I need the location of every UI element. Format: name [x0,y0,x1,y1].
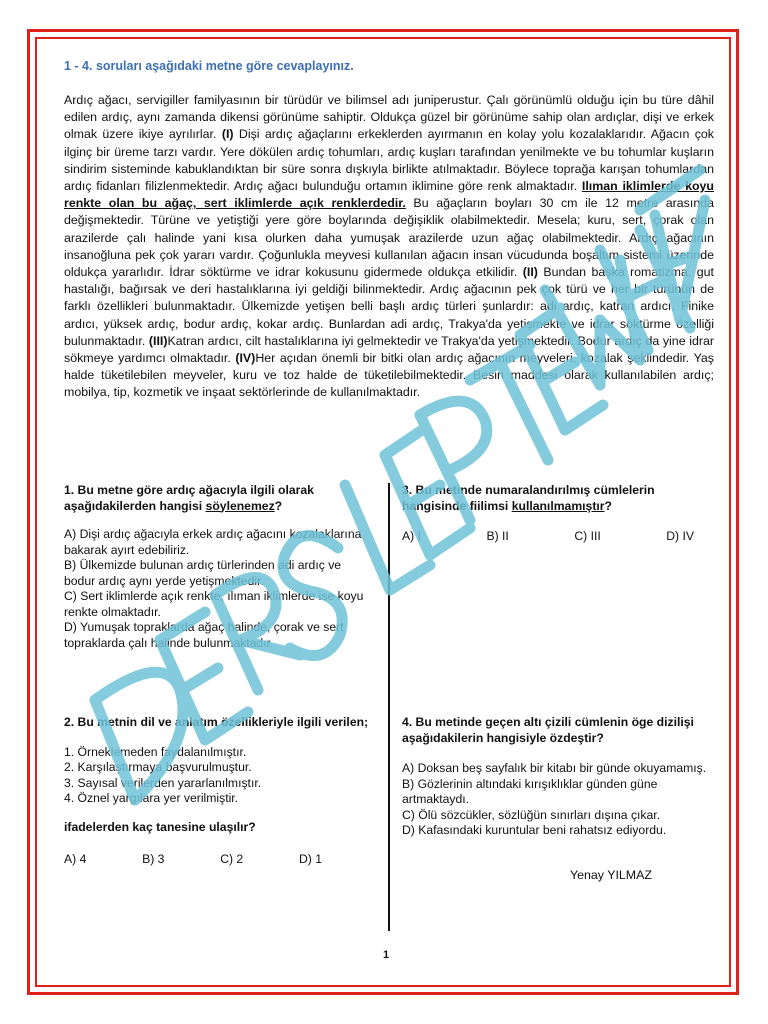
underlined-sentence: Ilıman iklimlerde koyu renkte olan bu ağaç, sert iklimlerde açık renklerdedir. [64,179,714,211]
sentence-marker-4: (IV) [235,351,256,366]
option-a[interactable]: A) Doksan beş sayfalık bir kitabı bir günde okuyamamış. [402,761,707,775]
option-c[interactable]: C) 2 [220,852,244,866]
sentence-marker-3: (III) [148,333,168,348]
sentence-marker-1: (I) [221,127,234,142]
question-3-mark: ? [604,498,612,513]
question-1-stem: 1. Bu metne göre ardıç ağacıyla ilgili olarak aşağıdakilerden hangisi [64,483,314,513]
passage-text: Katran ardıcı, cilt hastalıklarına iyi gelmektedir ve Trakya'da yetişmektedir. Bodur ardıç da yine idrar sökmeye yardımcı olmaktadır. [64,333,714,366]
option-d[interactable]: D) Kafasındaki kuruntular beni rahatsız ediyordu. [402,823,667,837]
question-3 [402,483,717,545]
question-4-title: 4. Bu metinde geçen altı çizili cümlenin öge dizilişi aşağıdakilerin hangisiyle özdeştir? [402,715,694,745]
sentence-marker-2: (II) [517,265,538,280]
option-a[interactable]: A) I [402,529,421,543]
question-2-prompt: ifadelerden kaç tanesine ulaşılır? [64,819,256,834]
option-d[interactable]: D) IV [666,529,694,543]
statement-item: 3. Sayısal verilerden yararlanılmıştır. [64,775,262,790]
question-1-title [64,483,369,514]
option-c[interactable]: C) III [574,529,601,543]
question-3-stem: 3. Bu metinde numaralandırılmış cümlelerin hangisinde fiilimsi [402,483,655,513]
question-2-options [64,852,322,868]
page-number: 1 [383,949,390,961]
option-b[interactable]: B) Gözlerinin altındaki kırışıklıklar günden güne artmaktaydı. [402,776,658,806]
passage-text: Dişi ardıç ağaçlarını erkeklerden ayırmanın en kolay yolu kozalaklarıdır. Ağacın çok ilginç bir üreme tarzı vardır. Yere dökülen ardıç tohumları, ardıç kuşları tarafından yenilmekte ve bu tohumlar kuşların sindirim sisteminde kabuklandıktan bir süre sonra dışkıyla birlikte atılmaktadır. Böylece toprağa karışan tohumlardan ardıç fidanları filizlenmektedir. Ardıç ağacı bulunduğu ortamın iklimine göre renk almaktadır. [64,127,714,194]
option-b[interactable]: B) 3 [142,852,165,866]
question-1-mark: ? [274,498,283,513]
option-b[interactable]: B) II [486,529,509,543]
passage-text: Bu ağaçların boyları 30 cm ile 12 metre arasında değişmektedir. Türüne ve yetiştiği yere göre boylarında değişiklik olabilmektedir. Mesela; kuru, sert, çorak olan arazilerde çalı halinde yani kısa olurken daha yumuşak arazilerde uzun ağaç olabilmektedir. Ardıç ağacının insanoğluna pek çok yararı vardır. Çoğunlukla meyvesi kullanılan ağacın insan vücudunda boşaltım sistemi üzerinde oldukça yararlıdır. İdrar söktürme ve idrar kokusunu gidermede oldukça etkilidir. [64,196,714,280]
author-name: Yenay YILMAZ [570,868,652,882]
question-4 [402,715,717,839]
instruction-header: 1 - 4. soruları aşağıdaki metne göre cevaplayınız. [64,59,354,73]
option-d[interactable]: D) 1 [298,852,322,866]
statement-item: 1. Örneklemeden faydalanılmıştır. [64,744,247,759]
question-1 [64,483,369,651]
passage-text: Ardıç ağacı, servigiller familyasının bir türüdür ve bilimsel adı juniperustur. Çalı görünümlü olduğu için bu türe dâhil edilen ardıç, aynı zamanda dikensi görünüme sahiptir. Oldukça güzel bir görünüme sahip olan ardıçlar, dişi ve erkek olmak üzere ikiye ayrılırlar. [64,93,714,142]
question-1-emphasis: söylenemez [205,498,275,513]
option-c[interactable]: C) Sert iklimlerde açık renkte, ılıman iklimlerde ise koyu renkte olmaktadır. [64,589,364,619]
statement-item: 2. Karşılaştırmaya başvurulmuştur. [64,760,252,774]
option-a[interactable]: A) Dişi ardıç ağacıyla erkek ardıç ağacını kozalaklarına bakarak ayırt edebiliriz. [64,527,362,557]
question-2-statements [64,745,369,807]
question-4-options [402,761,717,839]
passage-text: Bundan başka romatizma, gut hastalığı, bağırsak ve deri hastalıklarına iyi geldiği bilinmektedir. Ardıç ağacının pek çok türü ve her bir türünün de farklı özellikleri bulunmaktadır. Ülkemizde yetişen belli başlı ardıç türleri şunlardır: adi ardıç, katran ardıcı, Finike ardıcı, yüksek ardıç, bodur ardıç, kokar ardıç. Bunlardan adi ardıç, Trakya'da yetişmekte ve idrar söktürme özelliği bulunmaktadır. [64,265,714,348]
question-3-options [402,529,694,545]
column-divider [388,483,390,931]
passage-text: Her açıdan önemli bir bitki olan ardıç ağacının meyveleri, kozalak şeklindedir. Yaş halde tüketilebilen meyveler, kuru ve toz halde de tüketilebilmektedir. Besin maddesi olarak kullanılabilen ardıç; mobilya, tip, kozmetik ve inşaat sektörlerinde de kullanılmaktadır. [64,351,714,400]
option-c[interactable]: C) Ölü sözcükler, sözlüğün sınırları dışına çıkar. [402,807,661,822]
question-3-title [402,483,717,514]
reading-passage [64,92,714,402]
statement-item: 4. Öznel yargılara yer verilmiştir. [64,791,239,805]
option-a[interactable]: A) 4 [64,852,87,866]
question-2 [64,715,369,868]
question-1-options [64,527,369,651]
question-2-title: 2. Bu metnin dil ve anlatım özellikleriyle ilgili verilen; [64,715,369,729]
option-d[interactable]: D) Yumuşak topraklarda ağaç halinde, çorak ve sert topraklarda çalı halinde bulunmaktadır. [64,620,344,650]
question-3-emphasis: kullanılmamıştır [511,498,605,513]
option-b[interactable]: B) Ülkemizde bulunan ardıç türlerinden adi ardıç ve bodur ardıç aynı yerde yetişmektedir. [64,558,342,588]
